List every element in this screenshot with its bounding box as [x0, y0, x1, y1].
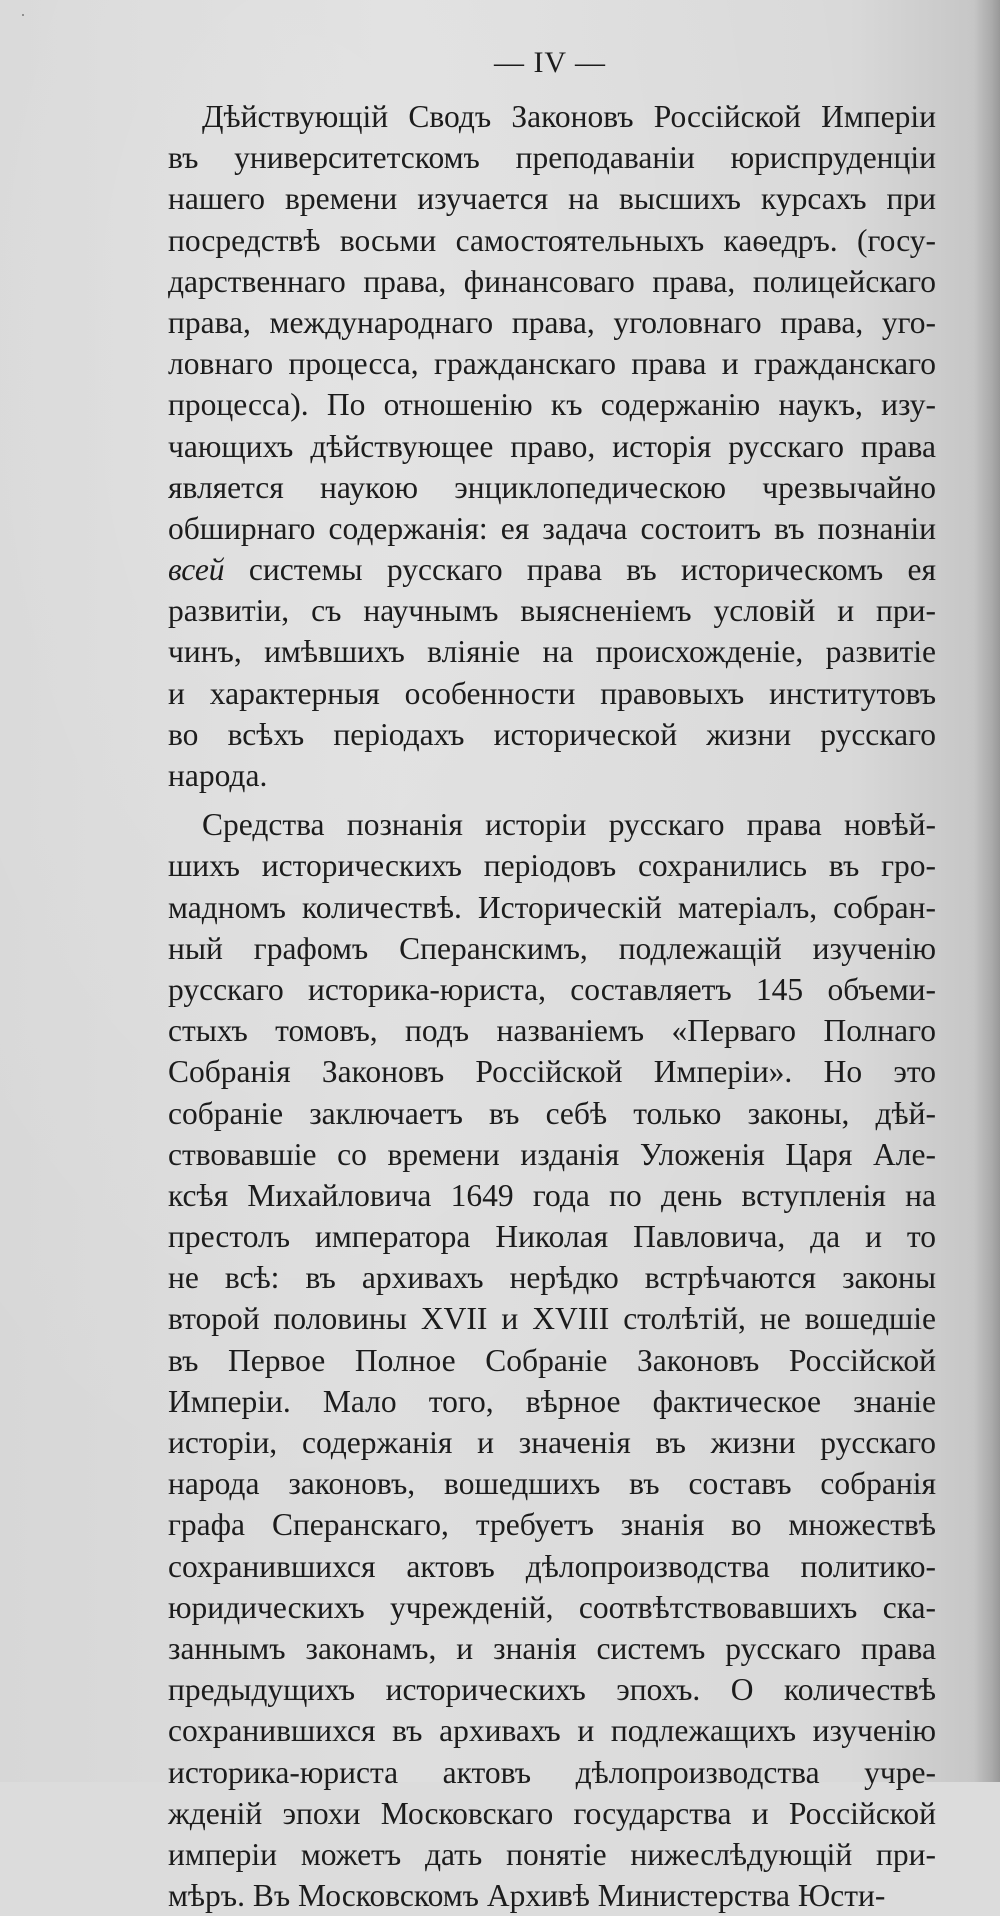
text-line: всей системы русскаго права въ историческомъ ея: [168, 552, 936, 588]
text-line: историка-юриста актовъ дѣлопроизводства учре-: [168, 1754, 936, 1790]
text-line: является наукою энциклопедическою чрезвычайно: [168, 469, 936, 505]
text-line: ствовавшіе со времени изданія Уложенія Царя Але-: [168, 1136, 936, 1172]
text-line: Средства познанія исторіи русскаго права новѣй-: [202, 807, 936, 843]
text-line: исторіи, содержанія и значенія въ жизни русскаго: [168, 1425, 936, 1460]
text-line: и характерныя особенности правовыхъ институтовъ: [168, 675, 936, 711]
text-line: Собранія Законовъ Россійской Имперіи». Но это: [168, 1054, 936, 1090]
text-line: шихъ историческихъ періодовъ сохранились въ гро-: [168, 848, 936, 884]
text-line: предыдущихъ историческихъ эпохъ. О количествѣ: [168, 1672, 936, 1708]
text-line: графа Сперанскаго, требуетъ знанія во множествѣ: [168, 1507, 936, 1543]
text-line: жденій эпохи Московскаго государства и Россійской: [168, 1795, 936, 1831]
text-line: посредствѣ восьми самостоятельныхъ каѳедръ. (госу-: [168, 222, 936, 258]
text-line: въ Первое Полное Собраніе Законовъ Россійской: [168, 1342, 936, 1378]
text-line: народа законовъ, вошедшихъ въ составъ собранія: [168, 1466, 936, 1502]
paragraph-gap: [168, 796, 936, 804]
text-line: собраніе заключаетъ въ себѣ только законы, дѣй-: [168, 1095, 936, 1131]
text-line: во всѣхъ періодахъ исторической жизни русскаго: [168, 716, 936, 752]
text-line: юридическихъ учрежденій, соотвѣтствовавшихъ ска-: [168, 1589, 936, 1625]
page-edge-shadow: [974, 0, 1000, 1782]
body-text: [168, 96, 936, 1916]
text-line: нашего времени изучается на высшихъ курсахъ при: [168, 181, 936, 217]
text-line: стыхъ томовъ, подъ названіемъ «Перваго Полнаго: [168, 1013, 936, 1049]
text-line: мѣръ. Въ Московскомъ Архивѣ Министерства Юсти-: [168, 1878, 886, 1914]
text-line: Имперіи. Мало того, вѣрное фактическое знаніе: [168, 1383, 936, 1419]
text-line: ловнаго процесса, гражданскаго права и гражданскаго: [168, 346, 936, 382]
paragraph: [168, 96, 936, 796]
scan-speck: [22, 14, 24, 16]
text-line: обширнаго содержанія: ея задача состоитъ въ познаніи: [168, 510, 936, 546]
text-line: дарственнаго права, финансоваго права, полицейскаго: [168, 263, 936, 299]
text-line: процесса). По отношенію къ содержанію наукъ, изу-: [168, 387, 936, 423]
text-line: чающихъ дѣйствующее право, исторія русскаго права: [168, 428, 936, 464]
page-number: — IV —: [493, 46, 607, 79]
text-line: второй половины XVII и XVIII столѣтій, не вошедшіе: [168, 1301, 936, 1337]
text-line: русскаго историка-юриста, составляетъ 145 объеми-: [168, 971, 936, 1007]
text-line: престолъ императора Николая Павловича, да и то: [168, 1219, 936, 1255]
text-line: не всѣ: въ архивахъ нерѣдко встрѣчаются законы: [168, 1260, 936, 1296]
paragraph: [168, 804, 936, 1916]
text-line: въ университетскомъ преподаваніи юриспруденціи: [168, 140, 936, 176]
text-line: права, международнаго права, уголовнаго права, уго-: [168, 304, 936, 340]
text-line: сохранившихся актовъ дѣлопроизводства политико-: [168, 1548, 936, 1584]
text-line: чинъ, имѣвшихъ вліяніе на происхожденіе, развитіе: [168, 634, 936, 670]
text-line: имперіи можетъ дать понятіе нижеслѣдующій при-: [168, 1836, 936, 1872]
text-line: Дѣйствующій Сводъ Законовъ Россійской Имперіи: [202, 99, 936, 134]
text-line: развитіи, съ научнымъ выясненіемъ условій и при-: [168, 593, 936, 629]
text-line: сохранившихся въ архивахъ и подлежащихъ изученію: [168, 1713, 936, 1749]
text-line: мадномъ количествѣ. Историческій матеріалъ, собран-: [168, 889, 936, 925]
text-line: заннымъ законамъ, и знанія системъ русскаго права: [168, 1630, 936, 1666]
text-line: народа.: [168, 758, 268, 793]
text-line: ксѣя Михайловича 1649 года по день вступленія на: [168, 1177, 936, 1213]
text-line: ный графомъ Сперанскимъ, подлежащій изученію: [168, 930, 936, 966]
emphasized-word: всей: [168, 552, 225, 588]
